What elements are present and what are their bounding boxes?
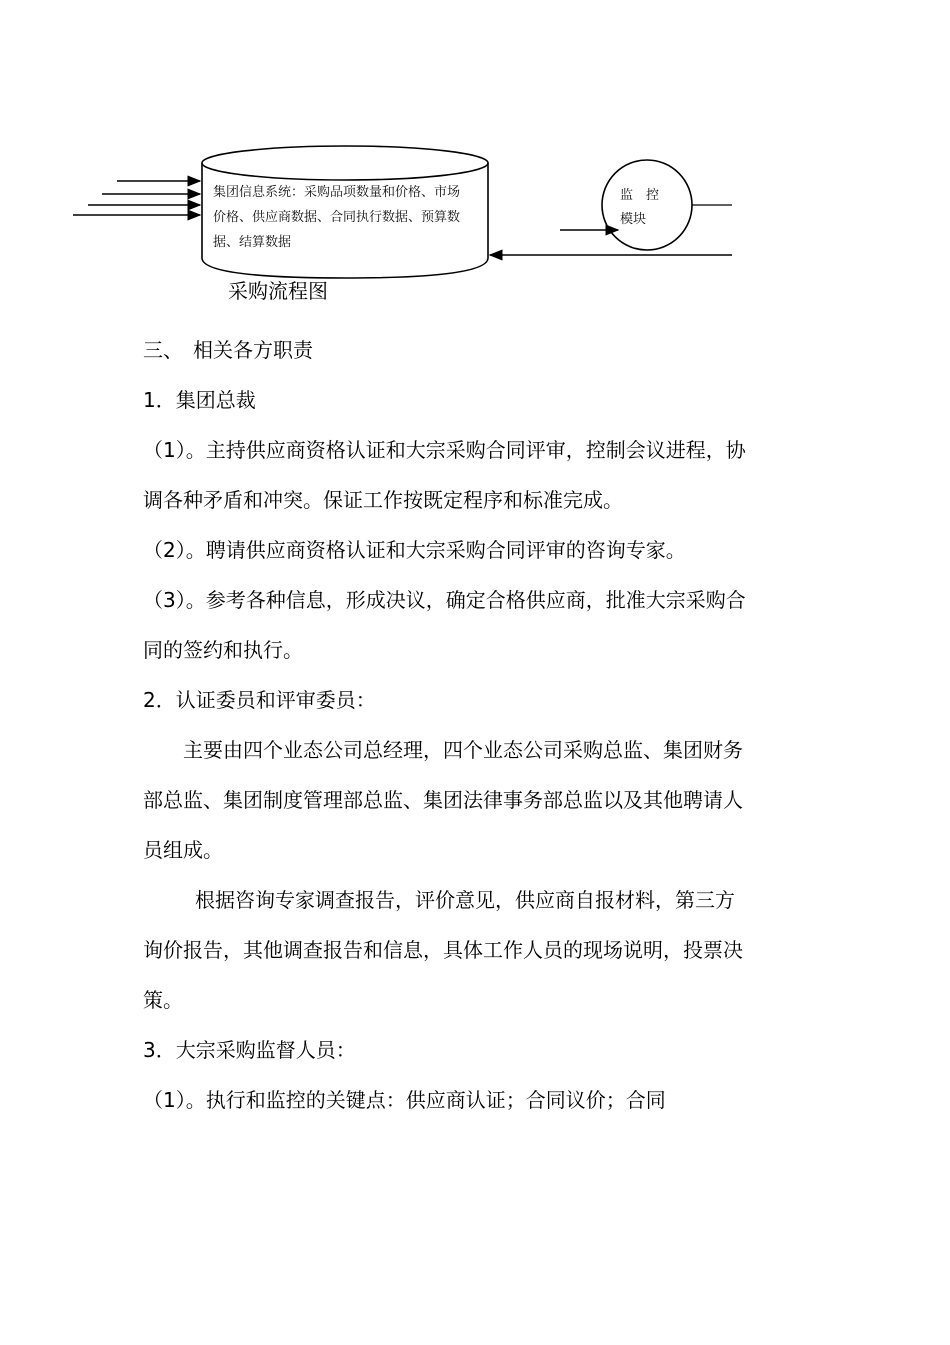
president-duty-3: （3）。参考各种信息，形成决议，确定合格供应商，批准大宗采购合同的签约和执行。 [143, 588, 746, 662]
database-label: 集团信息系统：采购品项数量和价格、市场价格、供应商数据、合同执行数据、预算数据、结算数据 [213, 185, 461, 250]
committee-title: 2．认证委员和评审委员： [143, 688, 376, 712]
president-duty-1: （1）。主持供应商资格认证和大宗采购合同评审，控制会议进程，协调各种矛盾和冲突。保证工作按既定程序和标准完成。 [143, 438, 746, 512]
president-title: 1．集团总裁 [143, 388, 256, 412]
procurement-flow-diagram [0, 0, 950, 310]
supervisor-duty-1: （1）。执行和监控的关键点：供应商认证；合同议价；合同 [143, 1088, 666, 1112]
president-duty-2: （2）。聘请供应商资格认证和大宗采购合同评审的咨询专家。 [143, 538, 686, 562]
supervisor-title: 3．大宗采购监督人员： [143, 1038, 356, 1062]
monitor-label-line: 模块 [620, 212, 647, 227]
committee-decision-basis: 根据咨询专家调查报告，评价意见，供应商自报材料，第三方询价报告，其他调查报告和信息，具体工作人员的现场说明，投票决策。 [143, 888, 743, 1012]
committee-composition: 主要由四个业态公司总经理，四个业态公司采购总监、集团财务部总监、集团制度管理部总监、集团法律事务部总监以及其他聘请人员组成。 [143, 738, 743, 862]
responsibilities-section [143, 325, 753, 1125]
diagram-canvas [0, 0, 950, 310]
monitor-module-label [620, 184, 680, 232]
diagram-caption: 采购流程图 [228, 279, 328, 303]
monitor-label-line: 监 控 [620, 188, 660, 203]
section-heading: 三、 相关各方职责 [143, 338, 313, 362]
